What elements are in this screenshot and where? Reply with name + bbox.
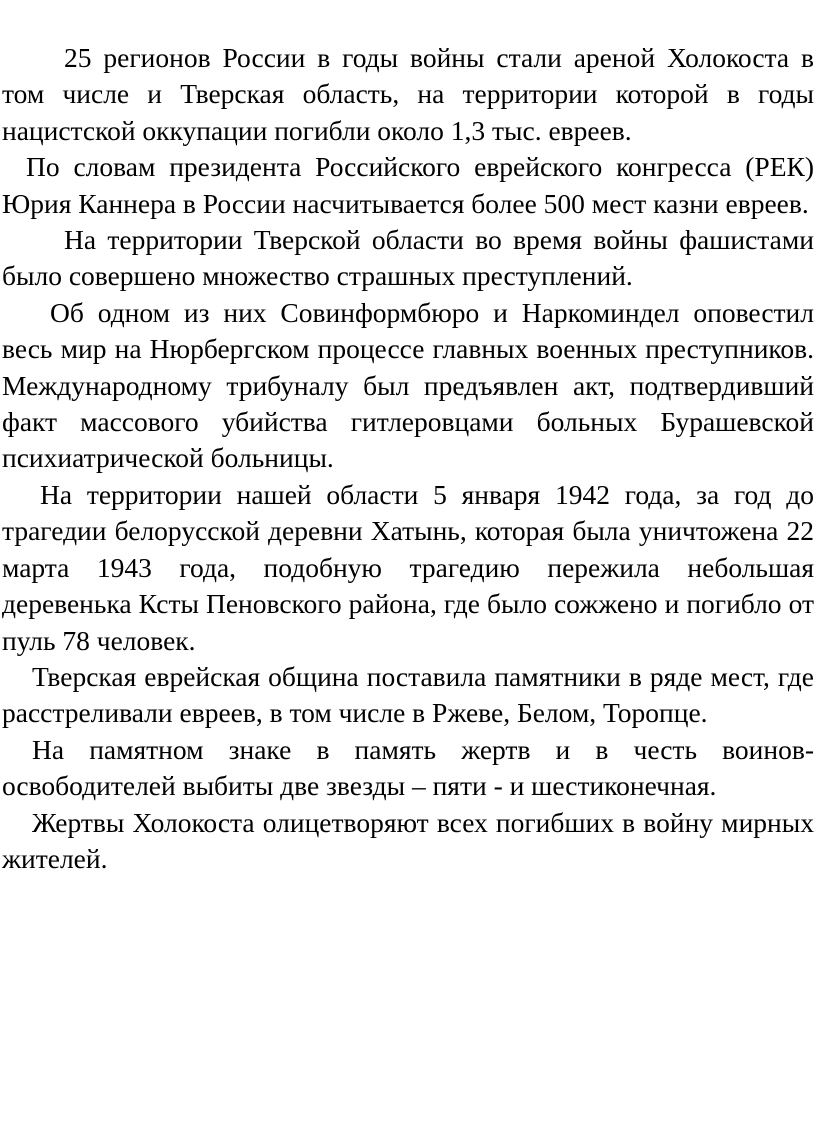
paragraph-memorial-sign: На памятном знаке в память жертв и в честь воинов-освободителей выбиты две звезды – пяти - и шестиконечная.: [2, 733, 814, 802]
paragraph-holocaust-regions: 25 регионов России в годы войны стали ареной Холокоста в том числе и Тверская область, на территории которой в годы нацистской оккупации погибли около 1,3 тыс. евреев.: [2, 42, 814, 146]
paragraph-execution-sites: По словам президента Российского еврейского конгресса (РЕК) Юрия Каннера в России насчитывается более 500 мест казни евреев.: [2, 151, 814, 219]
paragraph-ksty-tragedy: На территории нашей области 5 января 1942 года, за год до трагедии белорусской деревни Хатынь, которая была уничтожена 22 марта 1943 года, подобную трагедию пережила небольшая деревенька Ксты Пеновского района, где было сожжено и погибло от пуль 78 человек.: [2, 478, 814, 656]
paragraph-nuremberg-trial: Об одном из них Совинформбюро и Наркоминдел оповестил весь мир на Нюрбергском процессе главных военных преступников. Международному трибуналу был предъявлен акт, подтвердивший факт массового убийства гитлеровцами больных Бурашевской психиатрической больницы.: [2, 296, 814, 474]
paragraph-victims: Жертвы Холокоста олицетворяют всех погибших в войну мирных жителей.: [2, 806, 814, 874]
paragraph-tver-crimes: На территории Тверской области во время войны фашистами было совершено множество страшных преступлений.: [2, 224, 814, 292]
paragraph-monuments: Тверская еврейская община поставила памятники в ряде мест, где расстреливали евреев, в том числе в Ржеве, Белом, Торопце.: [2, 660, 814, 729]
